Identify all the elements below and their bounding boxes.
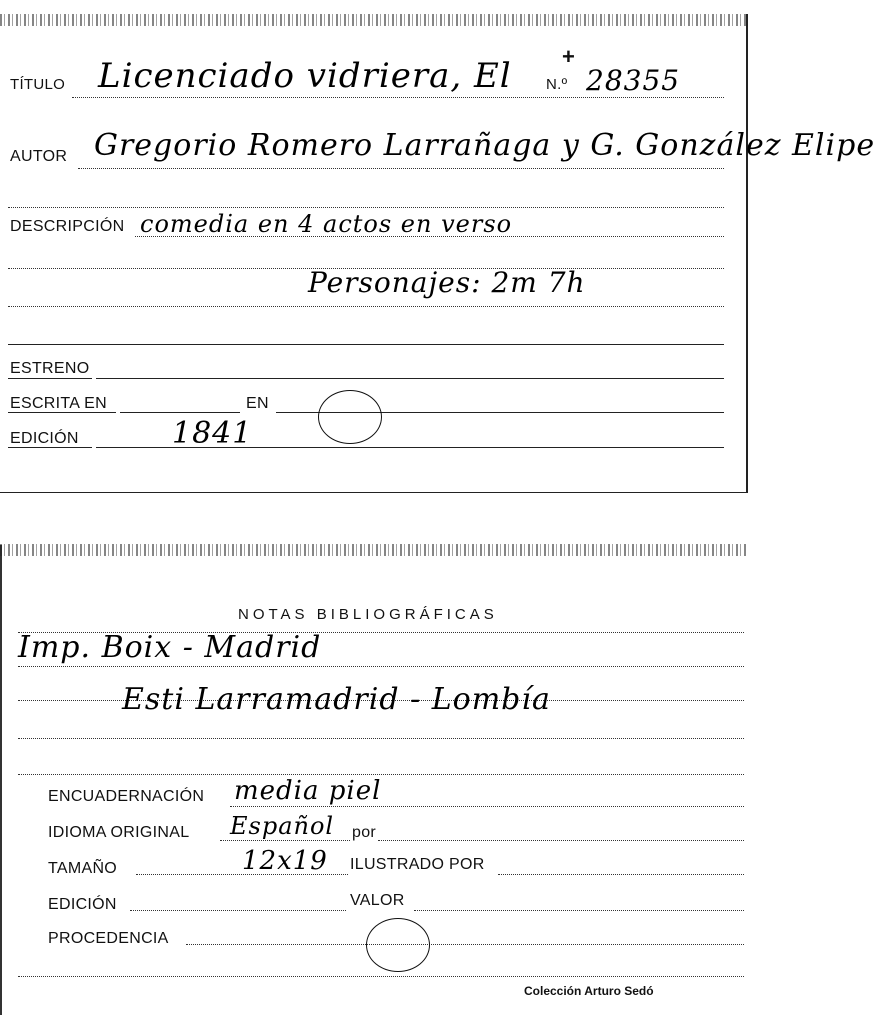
notes-line	[18, 666, 744, 667]
en-label: EN	[246, 395, 269, 412]
valor-label: VALOR	[350, 892, 405, 909]
autor-label: AUTOR	[10, 148, 68, 165]
ilustrado-line	[498, 874, 744, 875]
edicion2-label: EDICIÓN	[48, 896, 117, 913]
circular-stamp	[366, 918, 430, 972]
note-imprenta: Imp. Boix - Madrid	[18, 630, 322, 665]
valor-line	[414, 910, 744, 911]
note-estante: Esti Larramadrid - Lombía	[122, 682, 551, 717]
numero-label: N.º	[546, 76, 568, 93]
ilustrado-label: ILUSTRADO POR	[350, 856, 485, 873]
estreno-line	[96, 378, 724, 379]
scan-edge-noise	[0, 14, 746, 26]
procedencia-line	[186, 944, 744, 945]
collection-footer: Colección Arturo Sedó	[524, 984, 654, 998]
tamano-label: TAMAÑO	[48, 860, 118, 877]
procedencia-label: PROCEDENCIA	[48, 930, 169, 947]
autor-line	[78, 168, 724, 169]
circular-stamp	[318, 390, 382, 444]
escrita-line	[120, 412, 240, 413]
personajes-value: Personajes: 2m 7h	[308, 266, 586, 299]
notes-line	[18, 976, 744, 977]
encuadernacion-label: ENCUADERNACIÓN	[48, 788, 205, 805]
cross-mark: +	[562, 44, 575, 69]
escrita-label: ESCRITA EN	[10, 395, 107, 412]
por-label: por	[352, 824, 377, 841]
notes-line	[18, 774, 744, 775]
idioma-label: IDIOMA ORIGINAL	[48, 824, 190, 841]
autor-value: Gregorio Romero Larrañaga y G. González Elipe	[94, 128, 875, 163]
estreno-label: ESTRENO	[10, 360, 90, 377]
numero-value: 28355	[586, 64, 681, 97]
titulo-label: TÍTULO	[10, 76, 66, 93]
estreno-underline	[8, 378, 92, 379]
edicion2-line	[130, 910, 346, 911]
descripcion-label: DESCRIPCIÓN	[10, 218, 125, 235]
idioma-line	[220, 840, 350, 841]
encuadernacion-value: media piel	[234, 776, 382, 806]
idioma-value: Español	[230, 812, 335, 840]
scan-edge-noise	[0, 544, 746, 556]
edicion-label: EDICIÓN	[10, 430, 79, 447]
notes-line	[18, 738, 744, 739]
blank-line	[8, 207, 724, 208]
descripcion-value: comedia en 4 actos en verso	[140, 210, 513, 238]
edicion-value: 1841	[172, 416, 253, 451]
titulo-value: Licenciado vidriera, El	[98, 56, 512, 96]
titulo-line	[72, 97, 724, 98]
encuadernacion-line	[230, 806, 744, 807]
blank-line	[8, 306, 724, 307]
tamano-value: 12x19	[242, 846, 328, 876]
por-line	[378, 840, 744, 841]
notas-heading: NOTAS BIBLIOGRÁFICAS	[238, 606, 498, 623]
blank-line	[8, 344, 724, 345]
